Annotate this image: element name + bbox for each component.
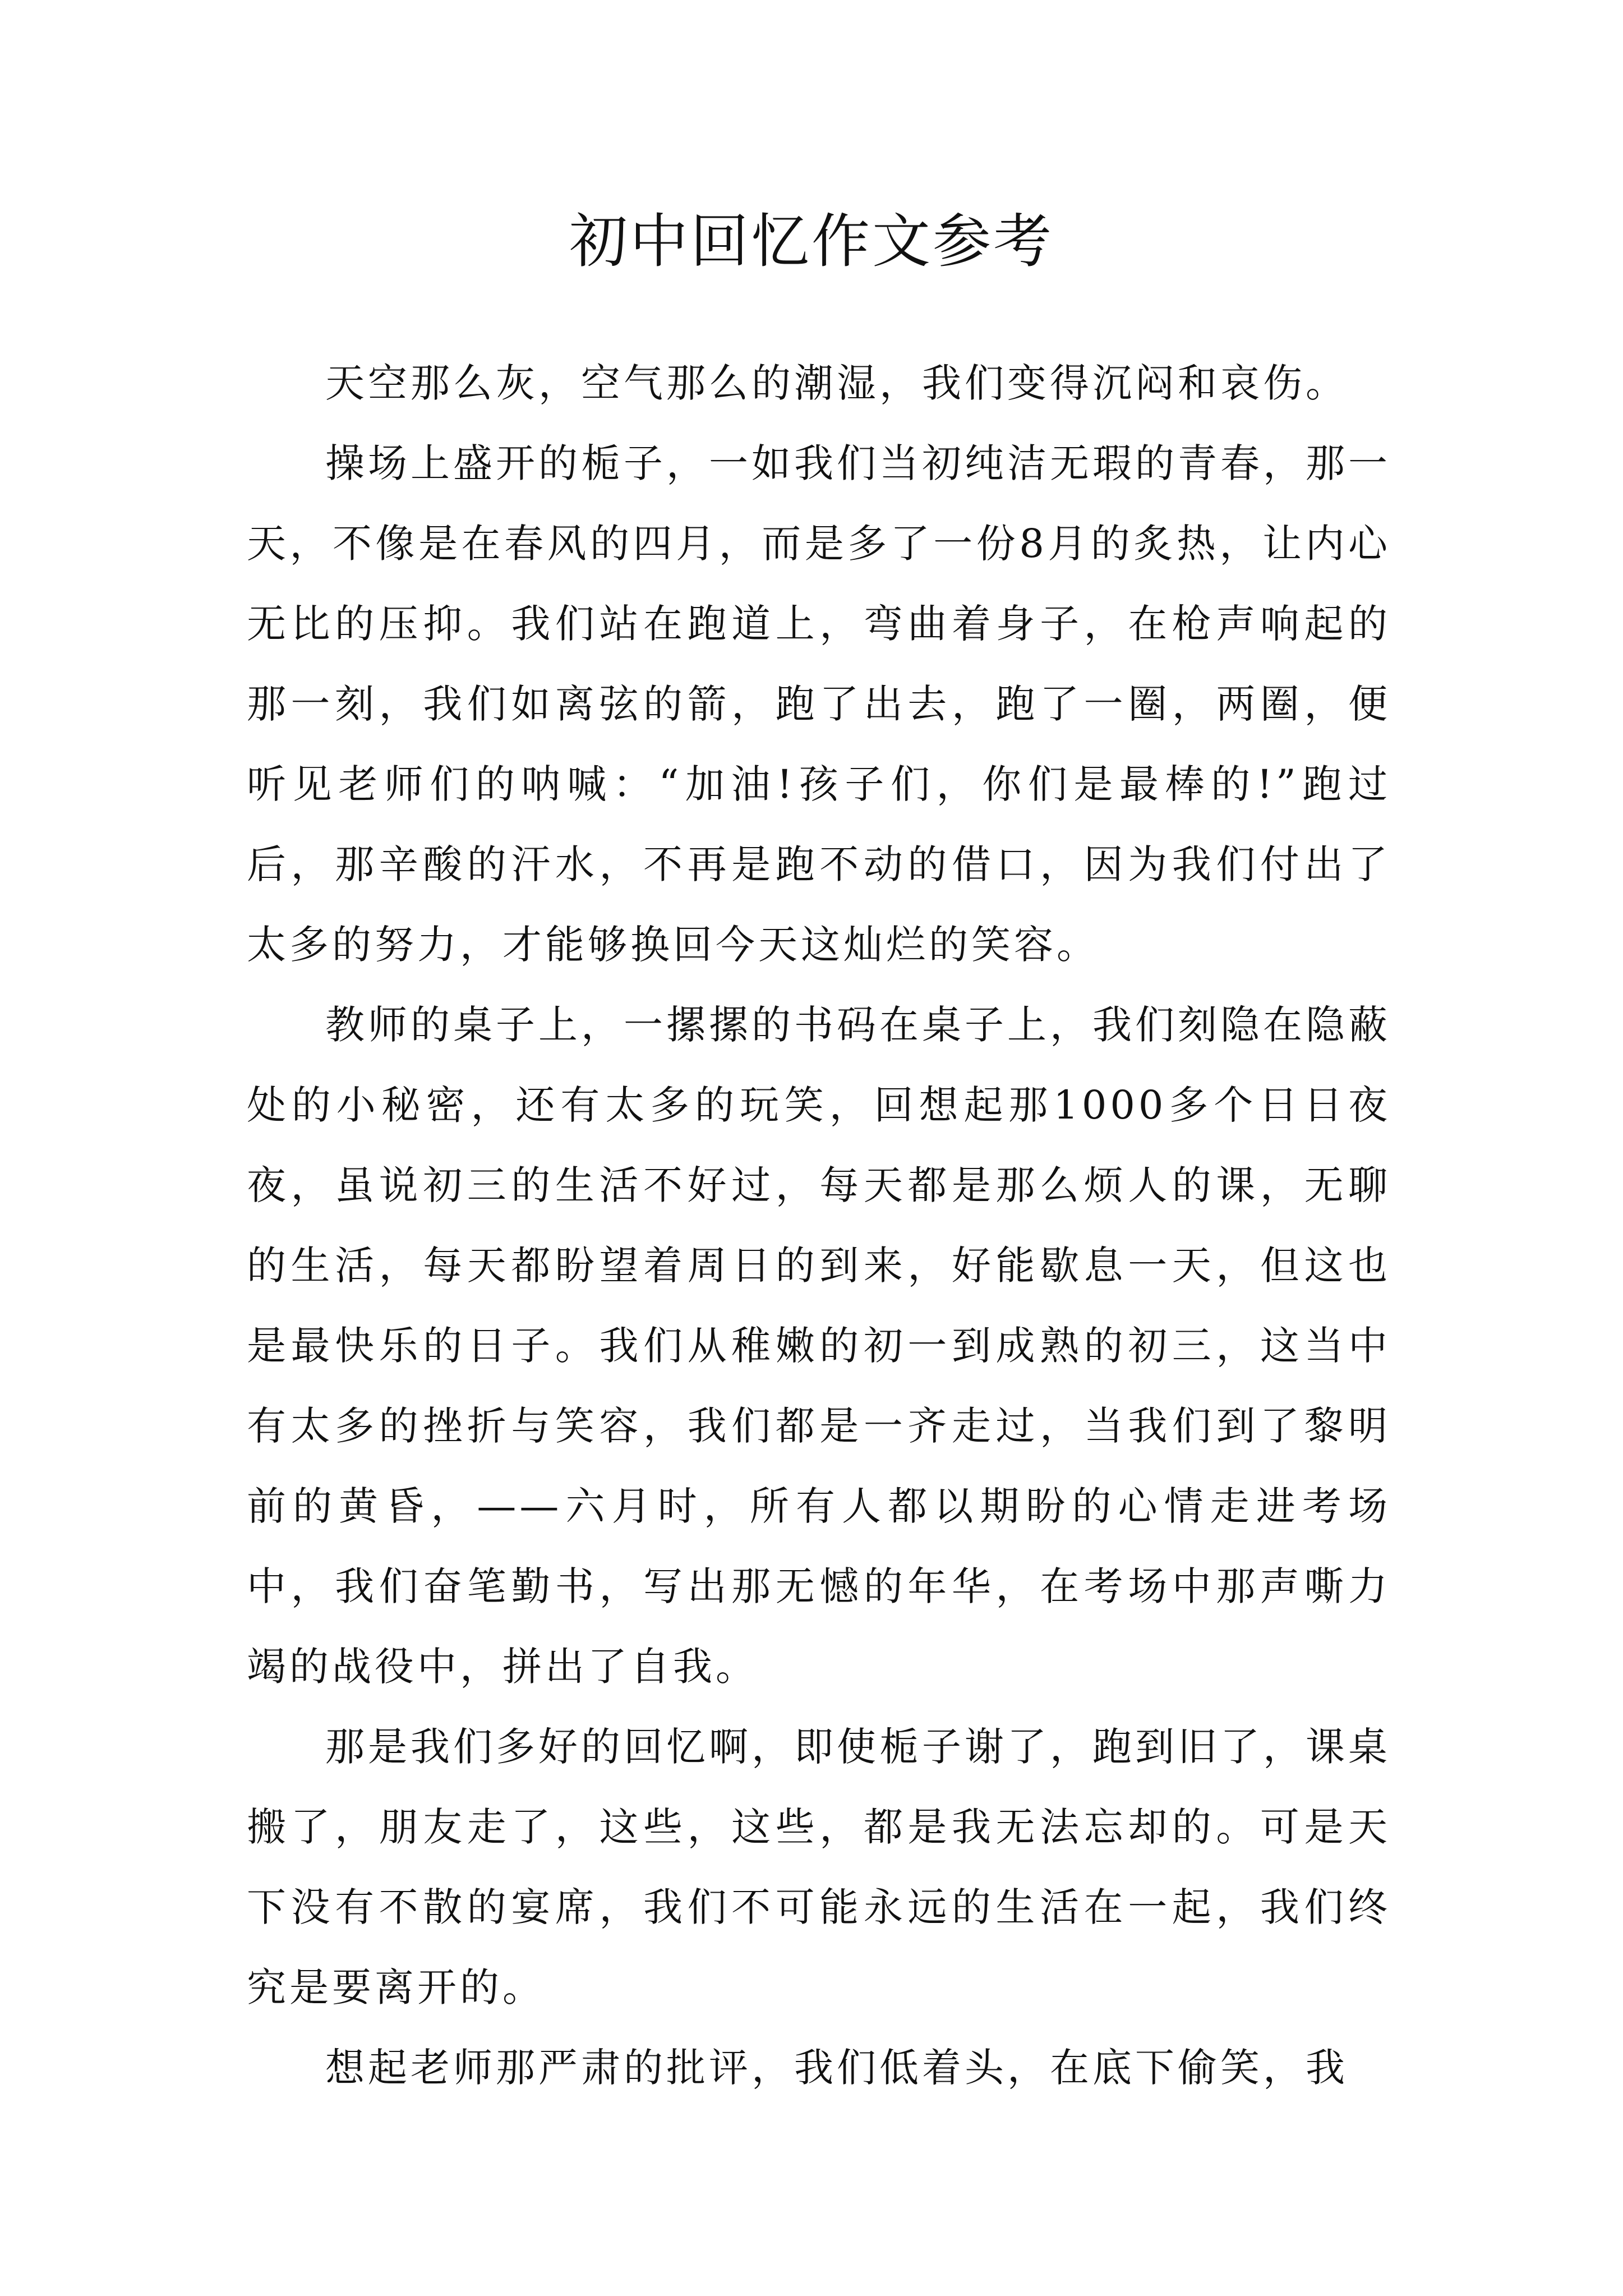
paragraph: 教师的桌子上，一摞摞的书码在桌子上，我们刻隐在隐蔽处的小秘密，还有太多的玩笑，回想起那1000多个日日夜夜，虽说初三的生活不好过，每天都是那么烦人的课，无聊的生活，每天都盼望着周日的到来，好能歇息一天，但这也是最快乐的日子。我们从稚嫩的初一到成熟的初三，这当中有太多的挫折与笑容，我们都是一齐走过，当我们到了黎明前的黄昏，——六月时，所有人都以期盼的心情走进考场中，我们奋笔勤书，写出那无憾的年华，在考场中那声嘶力竭的战役中，拼出了自我。 [247,1002,1391,1690]
paragraph: 操场上盛开的栀子，一如我们当初纯洁无瑕的青春，那一天，不像是在春风的四月，而是多了一份8月的炙热，让内心无比的压抑。我们站在跑道上，弯曲着身子，在枪声响起的那一刻，我们如离弦的箭，跑了出去，跑了一圈，两圈，便听见老师们的呐喊：“加油!孩子们，你们是最棒的!”跑过后，那辛酸的汗水，不再是跑不动的借口，因为我们付出了太多的努力，才能够换回今天这灿烂的笑容。 [247,440,1391,968]
document-title: 初中回忆作文参考 [569,207,1054,275]
paragraph: 想起老师那严肃的批评，我们低着头，在底下偷笑，我 [325,2045,1348,2091]
paragraph: 天空那么灰，空气那么的潮湿，我们变得沉闷和哀伤。 [325,360,1348,406]
paragraph: 那是我们多好的回忆啊，即使栀子谢了，跑到旧了，课桌搬了，朋友走了，这些，这些，都是我无法忘却的。可是天下没有不散的宴席，我们不可能永远的生活在一起，我们终究是要离开的。 [247,1724,1391,2010]
document-body [247,343,1391,2108]
